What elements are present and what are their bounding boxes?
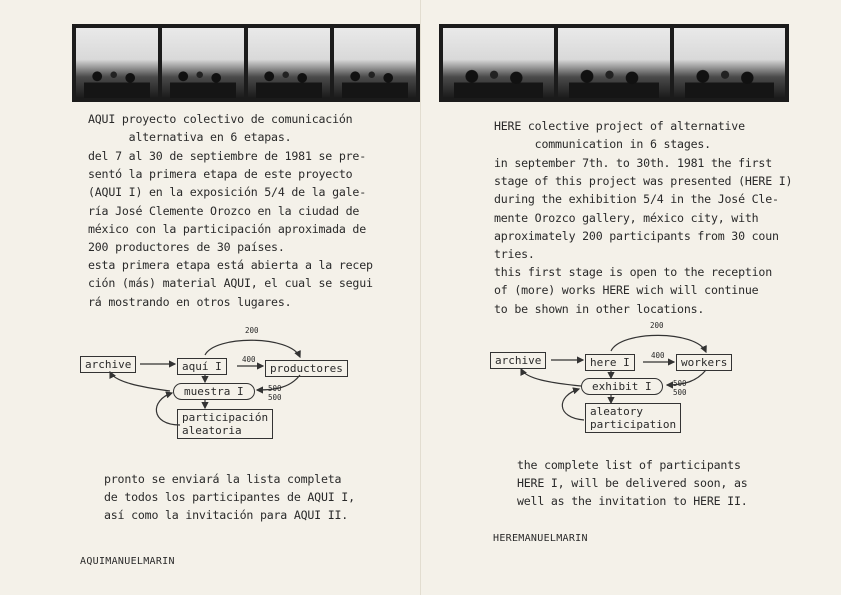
- right-page: [421, 0, 841, 595]
- body-text: del 7 al 30 de septiembre de 1981 se pre- sentó la primera etapa de este proyecto (AQUI I) en la exposición 5/4 de la gale- ría José Clemente Orozco en la ciudad de méxico con la participación aproximada de 200 productores de 30 países. esta primera etapa está abierta a la recep ción (más) material AQUI, el cual se segui rá mostrando en otros lugares.: [88, 149, 373, 309]
- count-label: 200: [650, 321, 664, 330]
- count-label: 400: [651, 351, 665, 360]
- archive-box: archive: [80, 356, 136, 373]
- here-box: here I: [585, 354, 635, 371]
- archive-box: archive: [490, 352, 546, 369]
- here-box: aquí I: [177, 358, 227, 375]
- count-label: 200: [245, 326, 259, 335]
- exhibit-box: exhibit I: [581, 378, 663, 395]
- count-label: 500: [268, 384, 282, 393]
- count-label: 500: [268, 393, 282, 402]
- exhibit-box: muestra I: [173, 383, 255, 400]
- body-text: in september 7th. to 30th. 1981 the first stage of this project was presented (HERE I) during the exhibition 5/4 in the José Cle- mente Orozco gallery, méxico city, with aproximately 200 participants from 30 coun tries. this first stage is open to the reception of (more) works HERE wich will continue to be shown in other locations.: [494, 156, 793, 316]
- count-label: 400: [242, 355, 256, 364]
- producers-box: workers: [676, 354, 732, 371]
- intro-title: HERE colective project of alternative communication in 6 stages.: [494, 119, 745, 152]
- participation-box: aleatory participation: [585, 403, 681, 433]
- signature: HEREMANUELMARIN: [493, 533, 588, 544]
- closing-text: pronto se enviará la lista completa de todos los participantes de AQUI I, así como la invitación para AQUI II.: [104, 472, 355, 523]
- left-page: [0, 0, 420, 595]
- intro-title: AQUI proyecto colectivo de comunicación alternativa en 6 etapas.: [88, 112, 353, 145]
- producers-box: productores: [265, 360, 348, 377]
- signature: AQUIMANUELMARIN: [80, 556, 175, 567]
- closing-text: the complete list of participants HERE I, will be delivered soon, as well as the invitation to HERE II.: [517, 458, 748, 509]
- count-label: 500: [673, 379, 687, 388]
- participation-box: participación aleatoria: [177, 409, 273, 439]
- count-label: 500: [673, 388, 687, 397]
